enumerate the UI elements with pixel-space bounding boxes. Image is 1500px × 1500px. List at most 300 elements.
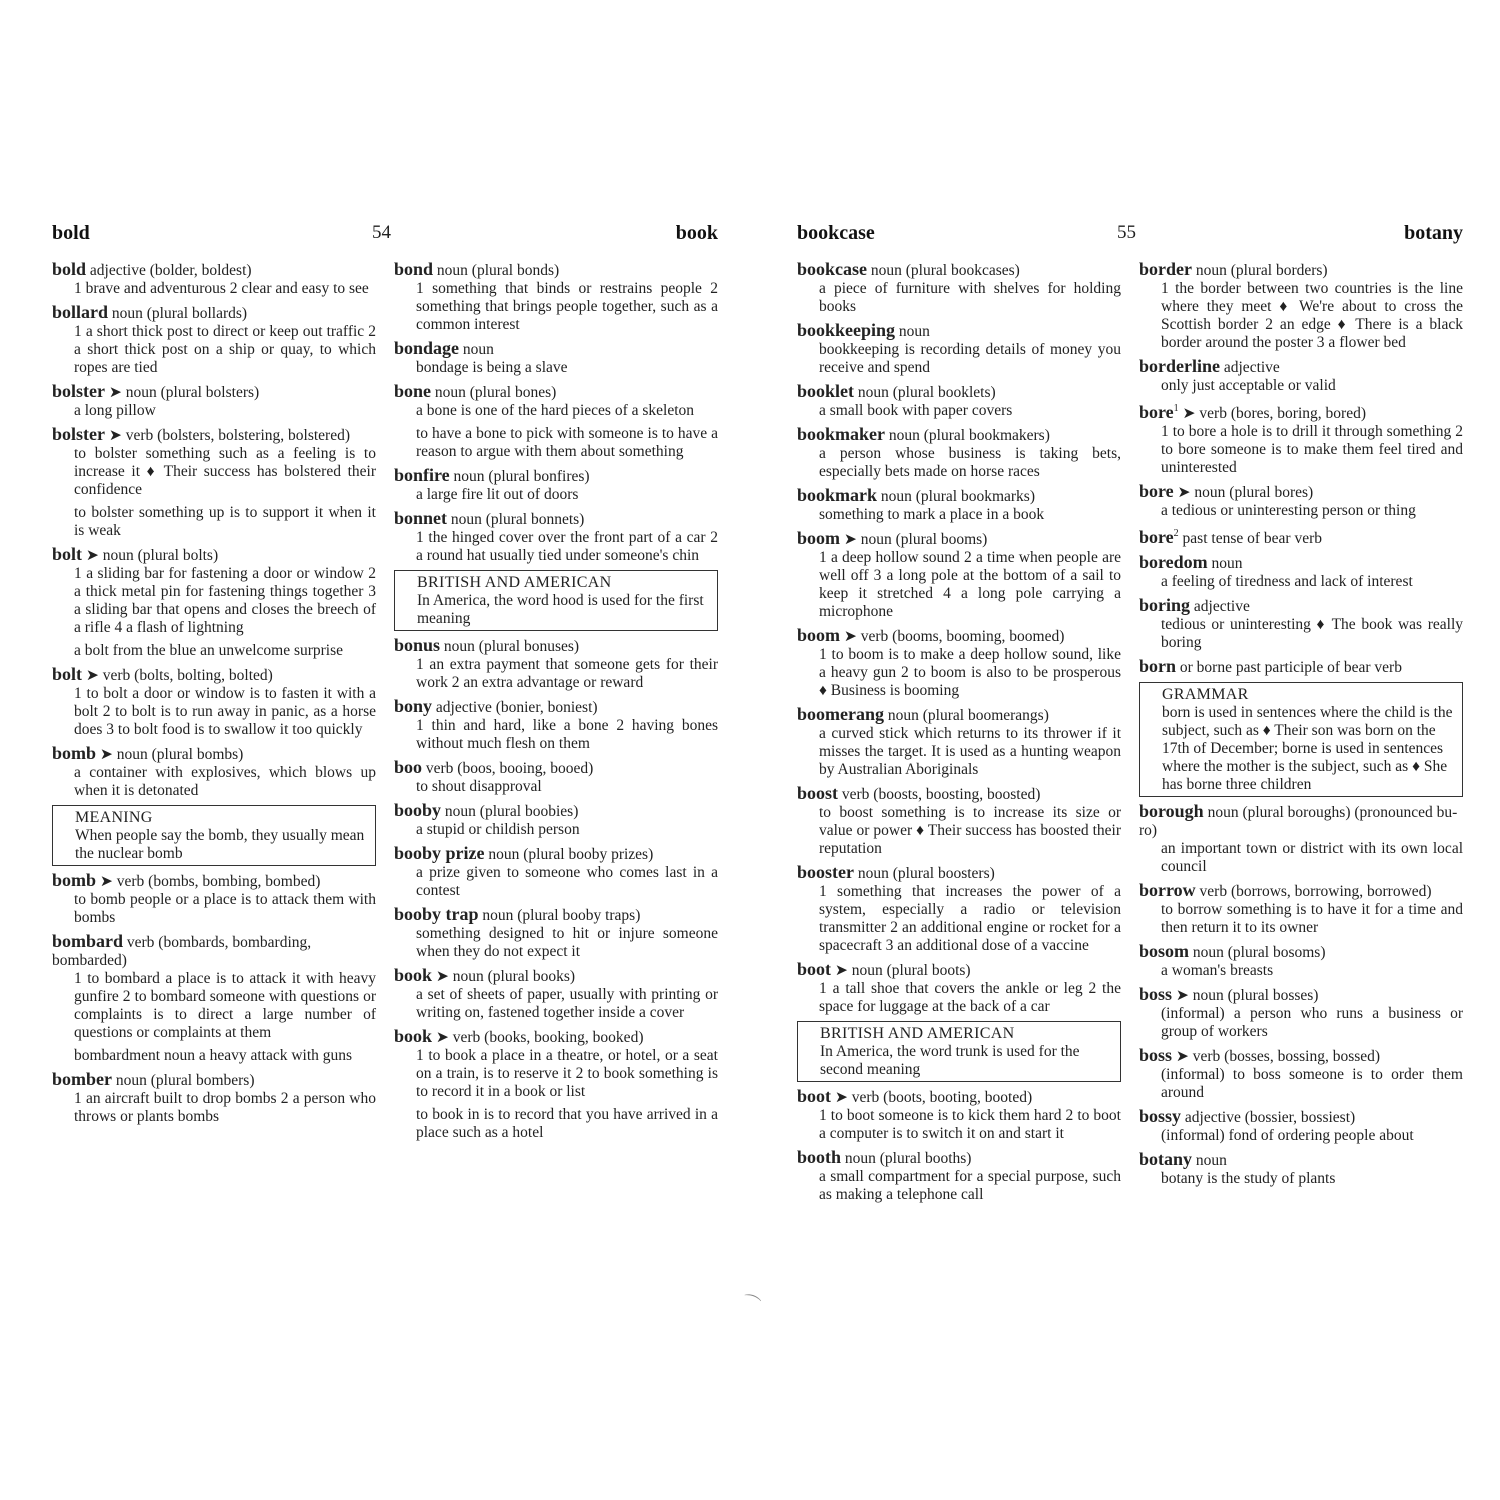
- grammar-info: noun (plural boosters): [857, 865, 995, 882]
- grammar-info: ➤ verb (bolts, bolting, bolted): [85, 667, 273, 684]
- grammar-info: ➤ verb (bolsters, bolstering, bolstered): [108, 427, 351, 444]
- dictionary-entry: [394, 636, 718, 692]
- definition: a prize given to someone who comes last in a contest: [416, 864, 718, 899]
- page-number: 54: [372, 222, 391, 243]
- headword-text: bony: [394, 696, 433, 716]
- definition: botany is the study of plants: [1161, 1170, 1336, 1187]
- dictionary-entry: [394, 1106, 718, 1142]
- headword-text: bomb: [52, 870, 97, 890]
- headword: [52, 743, 96, 763]
- grammar-info: noun (plural bonfires): [453, 468, 590, 485]
- headword-text: boring: [1139, 595, 1191, 615]
- headword: [394, 965, 432, 985]
- grammar-info: ➤ verb (bosses, bossing, bossed): [1175, 1048, 1381, 1065]
- definition: a stupid or childish person: [416, 821, 580, 838]
- definition: to bomb people or a place is to attack them with bombs: [74, 891, 376, 926]
- dictionary-entry: [797, 321, 1121, 377]
- headword-text: booklet: [797, 381, 855, 401]
- headword-text: bookmaker: [797, 424, 886, 444]
- dictionary-entry: [1139, 1150, 1463, 1188]
- entry-headline: [394, 905, 718, 925]
- entry-headline: [797, 260, 1121, 280]
- usage-note-text: In America, the word trunk is used for the second meaning: [820, 1043, 1080, 1078]
- definition: to bolster something such as a feeling is to increase it ♦ Their success has bolstered their confidence: [74, 445, 376, 498]
- usage-note-box: [797, 1021, 1121, 1082]
- definition: 1 a sliding bar for fastening a door or window 2 a thick metal pin for fastening things together 3 a sliding bar that opens and closes the breech of a rifle 4 a flash of lightning: [74, 565, 376, 636]
- entry-column: [52, 260, 376, 1131]
- headword: [394, 696, 432, 716]
- grammar-info: noun (plural bookmakers): [888, 427, 1050, 444]
- definition: to bolster something up is to support it when it is weak: [74, 504, 376, 539]
- entry-headline: [52, 744, 376, 764]
- headword: [394, 635, 440, 655]
- definition: 1 to bore a hole is to drill it through something 2 to bore someone is to make them feel tired and uninterested: [1161, 423, 1463, 476]
- headword-text: bolster: [52, 424, 105, 444]
- headword-text: boom: [797, 528, 841, 548]
- dictionary-entry: [1139, 1107, 1463, 1145]
- usage-note-box: [52, 805, 376, 866]
- headword-text: borrow: [1139, 880, 1196, 900]
- definition: 1 to book a place in a theatre, or hotel, or a seat on a train, is to reserve it 2 to book something is to record it in a book or list: [416, 1047, 718, 1100]
- dictionary-entry: [394, 905, 718, 961]
- dictionary-entry: [52, 545, 376, 637]
- grammar-info: past tense of bear verb: [1182, 530, 1322, 547]
- definition: a curved stick which returns to its thrower if it misses the target. It is used as a hunting weapon by Australian Aboriginals: [819, 725, 1121, 778]
- page-header: [52, 220, 718, 254]
- dictionary-entry: [52, 665, 376, 739]
- page-header: [797, 220, 1463, 254]
- grammar-info: adjective (bossier, bossiest): [1184, 1109, 1356, 1126]
- headword: [797, 485, 877, 505]
- entry-headline: [394, 758, 718, 778]
- definition: a person whose business is taking bets, especially bets made on horse races: [819, 445, 1121, 480]
- headword-text: bone: [394, 381, 432, 401]
- headword-text: botany: [1139, 1149, 1193, 1169]
- dictionary-entry: [1139, 596, 1463, 652]
- grammar-info: adjective (bolder, boldest): [89, 262, 252, 279]
- definition: something to mark a place in a book: [819, 506, 1045, 523]
- page-curl-mark: ⌒: [738, 1291, 763, 1317]
- headword: [52, 931, 123, 951]
- headword: [52, 424, 105, 444]
- usage-note-box: [394, 570, 718, 631]
- dictionary-entry: [52, 871, 376, 927]
- guide-word-first: bold: [52, 222, 90, 244]
- headword-text: boredom: [1139, 552, 1208, 572]
- headword: [1139, 801, 1204, 821]
- grammar-info: ➤ noun (plural bosses): [1175, 987, 1319, 1004]
- definition: to book in is to record that you have arrived in a place such as a hotel: [416, 1106, 718, 1141]
- headword: [52, 302, 108, 322]
- definition: tedious or uninteresting ♦ The book was really boring: [1161, 616, 1463, 651]
- right-page: [797, 220, 1463, 1203]
- dictionary-entry: [52, 382, 376, 420]
- headword-text: bomb: [52, 743, 97, 763]
- entry-headline: [52, 1070, 376, 1090]
- headword-text: bollard: [52, 302, 109, 322]
- dictionary-entry: [1139, 482, 1463, 520]
- headword-text: boot: [797, 1086, 832, 1106]
- grammar-info: ➤ noun (plural books): [435, 968, 576, 985]
- definition: 1 to bombard a place is to attack it with heavy gunfire 2 to bombard someone with questions or complaints is to direct a large number of questions or complaints at them: [74, 970, 376, 1041]
- headword-text: bombard: [52, 931, 124, 951]
- left-page: [52, 220, 718, 1141]
- headword-text: bonfire: [394, 465, 450, 485]
- grammar-info: ➤ verb (bombs, bombing, bombed): [99, 873, 321, 890]
- grammar-info: noun (plural booby prizes): [488, 846, 654, 863]
- grammar-info: verb (boosts, boosting, boosted): [841, 786, 1041, 803]
- grammar-info: ➤ noun (plural bombs): [99, 746, 244, 763]
- headword-text: boot: [797, 959, 832, 979]
- headword: [52, 870, 96, 890]
- headword: [52, 381, 105, 401]
- dictionary-entry: [797, 1087, 1121, 1143]
- headword: [394, 465, 450, 485]
- dictionary-entry: [52, 744, 376, 800]
- entry-headline: [394, 339, 718, 359]
- headword: [797, 783, 838, 803]
- entry-headline: [797, 486, 1121, 506]
- headword: [394, 1026, 432, 1046]
- usage-note-text: When people say the bomb, they usually mean the nuclear bomb: [75, 827, 365, 862]
- definition: 1 the hinged cover over the front part of a car 2 a round hat usually tied under someone's chin: [416, 529, 718, 564]
- grammar-info: verb (boos, booing, booed): [425, 760, 594, 777]
- entry-headline: [394, 844, 718, 864]
- headword: [394, 757, 422, 777]
- entry-headline: [52, 871, 376, 891]
- dictionary-entry: [797, 705, 1121, 779]
- grammar-info: noun (plural boomerangs): [887, 707, 1049, 724]
- headword-text: boss: [1139, 1045, 1173, 1065]
- entry-headline: [797, 382, 1121, 402]
- headword-text: bonus: [394, 635, 441, 655]
- dictionary-entry: [394, 425, 718, 461]
- headword-text: born: [1139, 656, 1177, 676]
- entry-headline: [797, 321, 1121, 341]
- headword: [1139, 402, 1179, 422]
- dictionary-entry: [52, 642, 376, 660]
- headword-text: bold: [52, 259, 87, 279]
- definition: a large fire lit out of doors: [416, 486, 579, 503]
- headword-text: book: [394, 1026, 433, 1046]
- grammar-info: noun (plural booths): [844, 1150, 972, 1167]
- dictionary-entry: [52, 504, 376, 540]
- definition: a piece of furniture with shelves for holding books: [819, 280, 1121, 315]
- dictionary-entry: [797, 960, 1121, 1016]
- entry-column: [394, 260, 718, 1147]
- definition: a set of sheets of paper, usually with printing or writing on, fastened together inside a cover: [416, 986, 718, 1021]
- grammar-info: verb (bombards, bombarding, bombarded): [52, 934, 312, 969]
- grammar-info: ➤ noun (plural boots): [834, 962, 971, 979]
- headword-text: bolt: [52, 544, 83, 564]
- headword: [797, 625, 840, 645]
- definition: to boost something is to increase its size or value or power ♦ Their success has boosted their reputation: [819, 804, 1121, 857]
- entry-headline: [1139, 260, 1463, 280]
- headword: [1139, 941, 1189, 961]
- headword: [797, 424, 885, 444]
- definition: a small book with paper covers: [819, 402, 1013, 419]
- headword-text: bosom: [1139, 941, 1190, 961]
- homograph-number: 2: [1173, 528, 1179, 539]
- headword: [797, 259, 867, 279]
- headword: [394, 338, 459, 358]
- definition: a small compartment for a special purpose, such as making a telephone call: [819, 1168, 1121, 1203]
- headword: [1139, 552, 1208, 572]
- dictionary-entry: [1139, 553, 1463, 591]
- grammar-info: noun (plural bookcases): [870, 262, 1020, 279]
- definition: 1 to boot someone is to kick them hard 2 to boot a computer is to switch it on and start it: [819, 1107, 1121, 1142]
- grammar-info: ➤ verb (bores, boring, bored): [1182, 405, 1366, 422]
- entry-headline: [1139, 357, 1463, 377]
- definition: a container with explosives, which blows up when it is detonated: [74, 764, 376, 799]
- grammar-info: noun (plural bosoms): [1192, 944, 1326, 961]
- definition: a bolt from the blue an unwelcome surprise: [74, 642, 344, 659]
- definition: 1 brave and adventurous 2 clear and easy to see: [74, 280, 369, 297]
- entry-headline: [797, 425, 1121, 445]
- headword: [797, 528, 840, 548]
- entry-headline: [797, 1148, 1121, 1168]
- headword-text: booster: [797, 862, 854, 882]
- usage-note-title: BRITISH AND AMERICAN: [820, 1025, 1015, 1042]
- grammar-info: noun (plural bollards): [111, 305, 248, 322]
- headword-text: bore: [1139, 481, 1174, 501]
- headword-text: boss: [1139, 984, 1173, 1004]
- headword-text: border: [1139, 259, 1192, 279]
- definition: to have a bone to pick with someone is to have a reason to argue with them about something: [416, 425, 718, 460]
- usage-note-text: In America, the word hood is used for the first meaning: [417, 592, 704, 627]
- headword: [394, 904, 479, 924]
- definition: to shout disapproval: [416, 778, 542, 795]
- entry-headline: [1139, 881, 1463, 901]
- headword: [1139, 656, 1176, 676]
- dictionary-entry: [797, 1148, 1121, 1204]
- headword-text: bore: [1139, 527, 1174, 547]
- dictionary-entry: [394, 758, 718, 796]
- grammar-info: noun: [898, 323, 930, 340]
- homograph-number: 1: [1173, 403, 1179, 414]
- entry-headline: [1139, 1107, 1463, 1127]
- headword-text: bore: [1139, 402, 1174, 422]
- entry-column: [1139, 260, 1463, 1193]
- grammar-info: ➤ verb (booms, booming, boomed): [843, 628, 1065, 645]
- entry-headline: [1139, 553, 1463, 573]
- grammar-info: noun (plural boroughs) (pronounced bu-ro): [1139, 804, 1458, 839]
- entry-headline: [52, 382, 376, 402]
- definition: something designed to hit or injure someone when they do not expect it: [416, 925, 718, 960]
- headword: [797, 959, 831, 979]
- usage-note-box: [1139, 682, 1463, 797]
- definition: (informal) to boss someone is to order them around: [1161, 1066, 1463, 1101]
- definition: 1 to bolt a door or window is to fasten it with a bolt 2 to bolt is to run away in panic, as a horse does 3 to bolt food is to swallow it too quickly: [74, 685, 376, 738]
- headword-text: bookcase: [797, 259, 868, 279]
- entry-headline: [797, 626, 1121, 646]
- definition: 1 thin and hard, like a bone 2 having bones without much flesh on them: [416, 717, 718, 752]
- dictionary-entry: [1139, 400, 1463, 477]
- definition: 1 something that binds or restrains people 2 something that brings people together, such as a common interest: [416, 280, 718, 333]
- entry-headline: [394, 697, 718, 717]
- definition: bombardment noun a heavy attack with guns: [74, 1047, 353, 1064]
- entry-headline: [797, 705, 1121, 725]
- grammar-info: noun (plural bonds): [436, 262, 560, 279]
- headword-text: boomerang: [797, 704, 884, 724]
- grammar-info: noun (plural bones): [434, 384, 557, 401]
- grammar-info: noun (plural bombers): [115, 1072, 255, 1089]
- headword: [797, 1086, 831, 1106]
- grammar-info: noun (plural bookmarks): [880, 488, 1035, 505]
- headword: [1139, 1106, 1181, 1126]
- page-number: 55: [1117, 222, 1136, 243]
- headword: [1139, 356, 1220, 376]
- guide-word-last: botany: [1404, 222, 1463, 244]
- entry-headline: [1139, 596, 1463, 616]
- headword-text: boom: [797, 625, 841, 645]
- headword: [797, 1147, 841, 1167]
- dictionary-entry: [1139, 657, 1463, 677]
- grammar-info: ➤ noun (plural booms): [843, 531, 988, 548]
- definition: 1 something that increases the power of a system, especially a radio or television transmitter 2 an additional engine or rocket for a spacecraft 3 an additional dose of a vaccine: [819, 883, 1121, 954]
- dictionary-entry: [394, 382, 718, 420]
- grammar-info: noun (plural booby traps): [482, 907, 641, 924]
- headword: [1139, 527, 1179, 547]
- grammar-info: or borne past participle of bear verb: [1179, 659, 1402, 676]
- dictionary-entry: [1139, 985, 1463, 1041]
- headword: [394, 259, 433, 279]
- entry-headline: [394, 382, 718, 402]
- headword: [394, 381, 431, 401]
- dictionary-entry: [797, 529, 1121, 621]
- headword: [1139, 1149, 1192, 1169]
- grammar-info: adjective: [1223, 359, 1280, 376]
- headword-text: booth: [797, 1147, 842, 1167]
- headword: [797, 381, 854, 401]
- definition: a bone is one of the hard pieces of a skeleton: [416, 402, 695, 419]
- grammar-info: noun (plural borders): [1195, 262, 1328, 279]
- entry-headline: [394, 966, 718, 986]
- headword: [52, 1069, 112, 1089]
- definition: 1 a short thick post to direct or keep out traffic 2 a short thick post on a ship or quay, to which ropes are tied: [74, 323, 376, 376]
- dictionary-entry: [394, 966, 718, 1022]
- definition: a long pillow: [74, 402, 156, 419]
- headword-text: bolster: [52, 381, 105, 401]
- entry-headline: [394, 466, 718, 486]
- entry-headline: [394, 509, 718, 529]
- grammar-info: noun: [462, 341, 494, 358]
- dictionary-entry: [394, 339, 718, 377]
- grammar-info: noun (plural boobies): [444, 803, 579, 820]
- grammar-info: ➤ noun (plural bores): [1177, 484, 1314, 501]
- entry-headline: [1139, 1046, 1463, 1066]
- dictionary-entry: [797, 486, 1121, 524]
- headword-text: bookmark: [797, 485, 878, 505]
- headword: [1139, 481, 1174, 501]
- entry-headline: [52, 932, 376, 970]
- dictionary-entry: [797, 784, 1121, 858]
- entry-headline: [394, 1027, 718, 1047]
- headword: [1139, 880, 1196, 900]
- entry-headline: [1139, 525, 1463, 548]
- usage-note-text: born is used in sentences where the child is the subject, such as ♦ Their son was born on the 17th of December; borne is used in sentences where the mother is the subject, such as ♦ She has borne three children: [1162, 704, 1453, 793]
- dictionary-entry: [797, 626, 1121, 700]
- dictionary-entry: [394, 1027, 718, 1101]
- dictionary-entry: [394, 697, 718, 753]
- definition: a woman's breasts: [1161, 962, 1274, 979]
- headword: [1139, 1045, 1172, 1065]
- grammar-info: ➤ noun (plural bolts): [85, 547, 219, 564]
- headword-text: boost: [797, 783, 839, 803]
- grammar-info: verb (borrows, borrowing, borrowed): [1199, 883, 1432, 900]
- headword-text: bonnet: [394, 508, 448, 528]
- dictionary-entry: [1139, 881, 1463, 937]
- definition: bookkeeping is recording details of money you receive and spend: [819, 341, 1121, 376]
- dictionary-entry: [1139, 1046, 1463, 1102]
- entry-headline: [1139, 1150, 1463, 1170]
- definition: a feeling of tiredness and lack of interest: [1161, 573, 1413, 590]
- dictionary-entry: [1139, 357, 1463, 395]
- grammar-info: adjective: [1193, 598, 1250, 615]
- definition: bondage is being a slave: [416, 359, 568, 376]
- headword: [394, 508, 447, 528]
- entry-headline: [797, 960, 1121, 980]
- entry-headline: [52, 545, 376, 565]
- definition: 1 the border between two countries is the line where they meet ♦ We're about to cross the Scottish border 2 an edge ♦ There is a black border around the poster 3 a flower bed: [1161, 280, 1463, 351]
- headword-text: booby: [394, 800, 442, 820]
- entry-headline: [394, 636, 718, 656]
- entry-headline: [52, 303, 376, 323]
- definition: (informal) a person who runs a business or group of workers: [1161, 1005, 1463, 1040]
- dictionary-entry: [52, 303, 376, 377]
- dictionary-entry: [52, 1070, 376, 1126]
- entry-headline: [52, 260, 376, 280]
- entry-headline: [1139, 802, 1463, 840]
- headword-text: book: [394, 965, 433, 985]
- dictionary-entry: [394, 260, 718, 334]
- entry-headline: [52, 425, 376, 445]
- headword-text: bossy: [1139, 1106, 1182, 1126]
- grammar-info: noun: [1211, 555, 1243, 572]
- definition: a tedious or uninteresting person or thing: [1161, 502, 1416, 519]
- entry-headline: [1139, 942, 1463, 962]
- entry-headline: [1139, 400, 1463, 423]
- dictionary-entry: [394, 466, 718, 504]
- headword: [394, 843, 485, 863]
- entry-headline: [1139, 985, 1463, 1005]
- headword-text: booby trap: [394, 904, 479, 924]
- grammar-info: ➤ noun (plural bolsters): [108, 384, 260, 401]
- definition: only just acceptable or valid: [1161, 377, 1336, 394]
- headword: [797, 320, 895, 340]
- entry-headline: [394, 260, 718, 280]
- dictionary-entry: [52, 1047, 376, 1065]
- dictionary-entry: [797, 260, 1121, 316]
- headword-text: bond: [394, 259, 434, 279]
- headword: [52, 259, 86, 279]
- dictionary-entry: [52, 932, 376, 1042]
- dictionary-entry: [1139, 260, 1463, 352]
- definition: 1 an aircraft built to drop bombs 2 a person who throws or plants bombs: [74, 1090, 376, 1125]
- headword: [52, 664, 82, 684]
- usage-note-title: BRITISH AND AMERICAN: [417, 574, 612, 591]
- definition: 1 a tall shoe that covers the ankle or leg 2 the space for luggage at the back of a car: [819, 980, 1121, 1015]
- dictionary-entry: [797, 863, 1121, 955]
- grammar-info: noun (plural bonnets): [450, 511, 585, 528]
- headword-text: bolt: [52, 664, 83, 684]
- grammar-info: adjective (bonier, boniest): [435, 699, 598, 716]
- dictionary-entry: [1139, 525, 1463, 548]
- entry-headline: [797, 529, 1121, 549]
- headword-text: boo: [394, 757, 423, 777]
- entry-headline: [797, 863, 1121, 883]
- dictionary-entry: [797, 382, 1121, 420]
